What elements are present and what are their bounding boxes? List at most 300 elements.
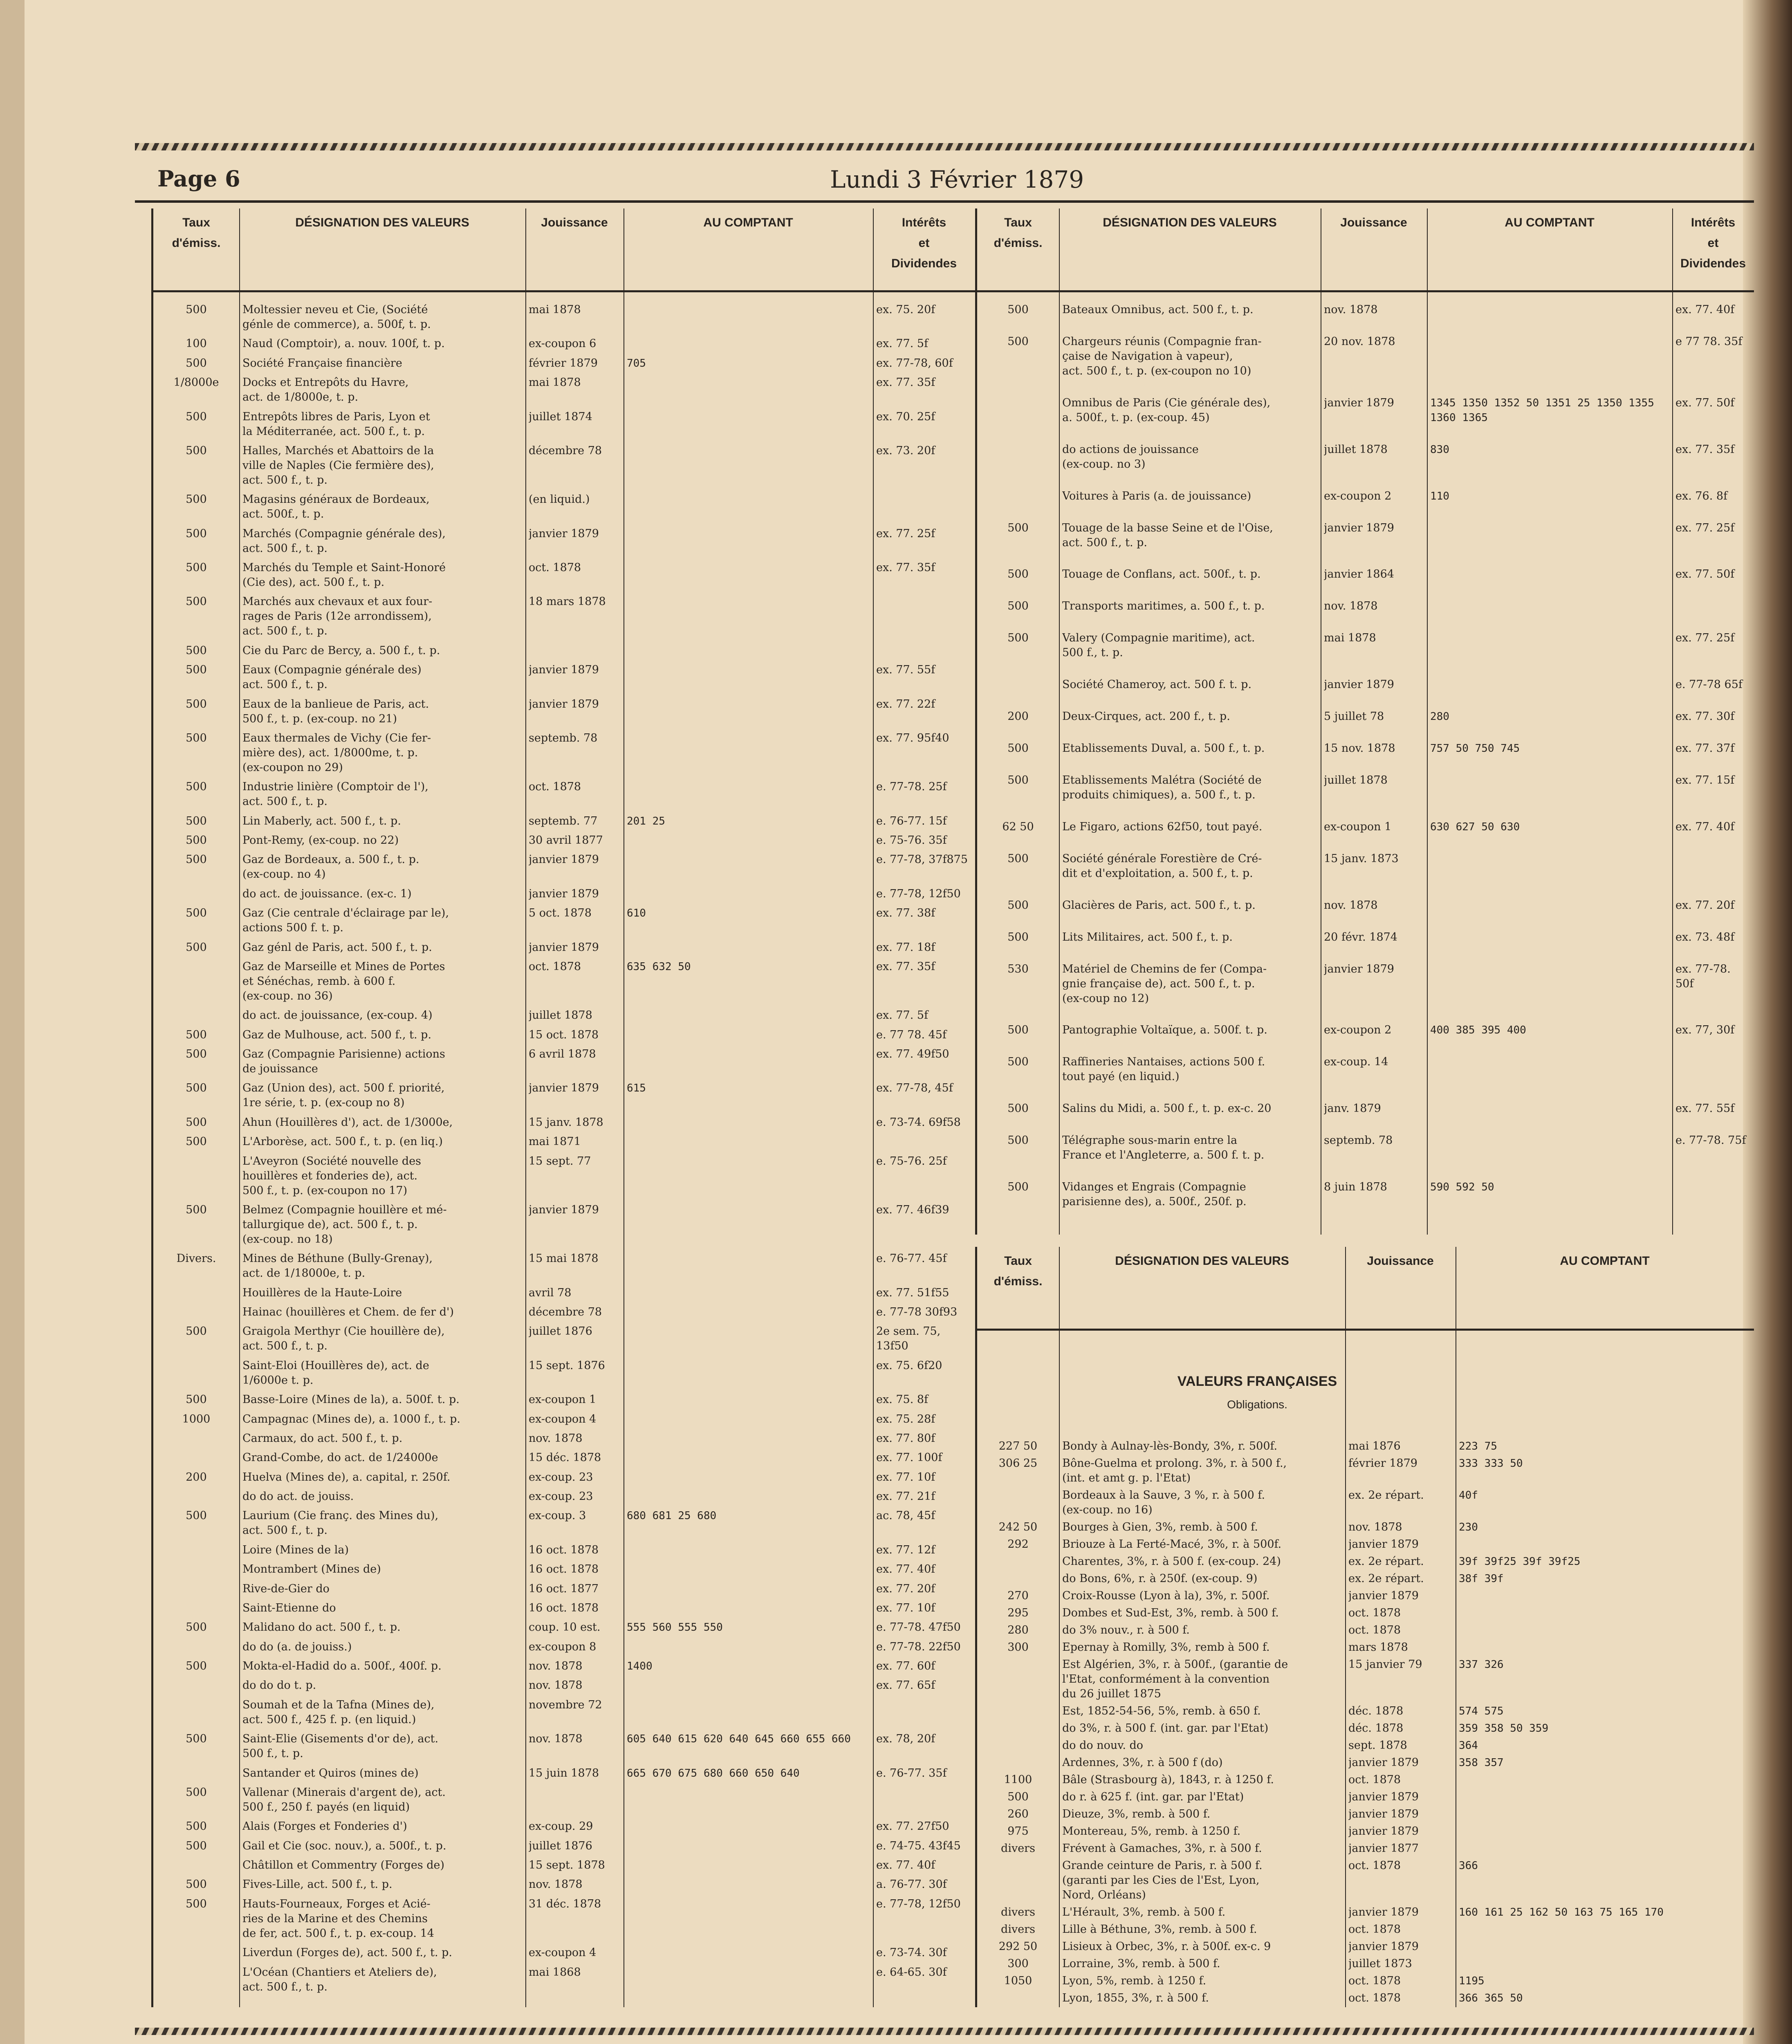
- cell-taux: 1/8000e: [173, 376, 219, 389]
- table-row: [153, 780, 975, 809]
- cell-div: ex. 77. 50f: [1675, 568, 1735, 581]
- cell-des: Vidanges et Engrais (Compagnie parisienne des), a. 500f., 250f. p.: [1062, 1181, 1247, 1208]
- cell-des: Halles, Marchés et Abattoirs de la ville de Naples (Cie fermière des), act. 500 f., t. p.: [242, 444, 434, 486]
- cell-pr: 40f: [1459, 1489, 1478, 1502]
- cell-taux: 500: [1007, 632, 1029, 645]
- cell-taux: 500: [186, 561, 207, 574]
- cell-des: Est, 1852-54-56, 5%, remb. à 650 f.: [1062, 1705, 1261, 1717]
- cell-div: e. 75-76. 35f: [876, 834, 947, 847]
- cell-jou: janvier 1879: [1348, 1538, 1419, 1551]
- cell-taux: 1050: [1004, 1975, 1032, 1987]
- cell-jou: janvier 1877: [1348, 1842, 1419, 1855]
- cell-pr: 1195: [1459, 1975, 1485, 1987]
- cell-div: ex. 77. 5f: [876, 1009, 929, 1022]
- cell-jou: 31 déc. 1878: [529, 1897, 601, 1910]
- table-row: [153, 1134, 975, 1149]
- table-row: [153, 1877, 975, 1892]
- cell-pr: 680 681 25 680: [627, 1510, 717, 1522]
- table-row: [153, 1358, 975, 1388]
- cell-jou: janvier 1879: [529, 663, 599, 677]
- cell-pr: 358 357: [1459, 1757, 1504, 1769]
- table-row: [153, 1562, 975, 1577]
- cell-taux: 500: [186, 663, 207, 677]
- cell-des: Grande ceinture de Paris, r. à 500 f. (garanti par les Cies de l'Est, Lyon, Nord, Orléans): [1062, 1859, 1263, 1901]
- table-row: [153, 1431, 975, 1446]
- cell-des: Mines de Béthune (Bully-Grenay), act. de 1/18000e, t. p.: [242, 1252, 433, 1280]
- cell-div: ex. 77. 20f: [1675, 899, 1735, 912]
- cell-des: Deux-Cirques, act. 200 f., t. p.: [1062, 710, 1230, 723]
- cell-pr: 38f 39f: [1459, 1573, 1504, 1585]
- cell-div: ex. 73. 20f: [876, 444, 935, 457]
- table-row: [977, 1807, 1754, 1822]
- cell-jou: 16 oct. 1877: [529, 1582, 599, 1595]
- cell-div: ex. 77. 50f: [1675, 396, 1735, 409]
- table-row: [153, 643, 975, 658]
- table-row: [153, 1008, 975, 1023]
- cell-des: Lyon, 5%, remb. à 1250 f.: [1062, 1975, 1207, 1987]
- table-row: [153, 1582, 975, 1596]
- cell-taux: 200: [1007, 710, 1029, 723]
- cell-jou: janvier 1879: [529, 697, 599, 710]
- table-row: [977, 1554, 1754, 1569]
- cell-des: Société Chameroy, act. 500 f. t. p.: [1062, 678, 1252, 691]
- cell-jou: 16 oct. 1878: [529, 1543, 599, 1556]
- table-row: [153, 1601, 975, 1616]
- cell-div: ex. 77. 30f: [1675, 710, 1735, 723]
- cell-div: e. 77-78, 12f50: [876, 887, 961, 900]
- cell-div: ex. 77. 40f: [1675, 303, 1735, 316]
- cell-jou: janvier 1864: [1324, 568, 1394, 581]
- section-title: VALEURS FRANÇAISES: [1177, 1374, 1337, 1389]
- cell-des: do act. de jouissance, (ex-coup. 4): [242, 1009, 433, 1022]
- table-row: [153, 1047, 975, 1076]
- cell-taux: 975: [1007, 1825, 1029, 1838]
- cell-jou: 15 nov. 1878: [1324, 742, 1395, 755]
- cell-pr: 280: [1430, 710, 1449, 723]
- cell-div: ex. 77. 80f: [876, 1432, 935, 1445]
- table-row: [977, 1755, 1754, 1770]
- cell-div: ex. 77. 25f: [876, 527, 935, 540]
- cell-des: Lits Militaires, act. 500 f., t. p.: [1062, 930, 1233, 944]
- cell-des: Gaz de Marseille et Mines de Portes et Sénéchas, remb. à 600 f. (ex-coup. no 36): [242, 960, 445, 1002]
- cell-div: e. 75-76. 25f: [876, 1154, 947, 1168]
- cell-taux: 500: [1007, 930, 1029, 944]
- cell-pr: 230: [1459, 1521, 1478, 1533]
- cell-des: Montereau, 5%, remb. à 1250 f.: [1062, 1825, 1241, 1838]
- cell-jou: décembre 78: [529, 444, 602, 457]
- cell-des: Hauts-Fourneaux, Forges et Acié- ries de la Marine et des Chemins de fer, act. 500 f., t. p. ex-coup. 14: [242, 1897, 434, 1940]
- table-row: [977, 1939, 1754, 1954]
- cell-jou: 15 sept. 1876: [529, 1359, 605, 1372]
- cell-pr: 615: [627, 1082, 646, 1095]
- table-row: [153, 887, 975, 901]
- cell-pr: 705: [627, 357, 646, 370]
- cell-jou: oct. 1878: [1348, 1992, 1401, 2004]
- cell-taux: 500: [1007, 1134, 1029, 1147]
- cell-taux: 292 50: [998, 1940, 1038, 1953]
- cell-jou: décembre 78: [529, 1306, 602, 1319]
- cell-jou: oct. 1878: [1348, 1923, 1401, 1936]
- cell-taux: 500: [186, 493, 207, 506]
- cell-jou: 20 nov. 1878: [1324, 335, 1395, 348]
- table-row: [977, 1657, 1754, 1701]
- cell-div: ex. 77. 25f: [1675, 632, 1735, 645]
- cell-taux: 62 50: [1002, 820, 1034, 833]
- table-row: [153, 1732, 975, 1761]
- cell-taux: divers: [1001, 1923, 1035, 1936]
- cell-taux: 500: [186, 1786, 207, 1799]
- table-row: [977, 1991, 1754, 2006]
- cell-jou: déc. 1878: [1348, 1722, 1404, 1735]
- cell-des: do do do t. p.: [242, 1679, 316, 1692]
- cell-jou: nov. 1878: [1324, 600, 1378, 613]
- cell-jou: ex. 2e répart.: [1348, 1555, 1424, 1568]
- cell-jou: janvier 1879: [1348, 1808, 1419, 1820]
- column-header: DÉSIGNATION DES VALEURS: [1115, 1254, 1289, 1268]
- column-header: DÉSIGNATION DES VALEURS: [295, 216, 469, 229]
- table-row: [977, 1589, 1754, 1603]
- cell-taux: 500: [1007, 1791, 1029, 1803]
- cell-taux: Divers.: [176, 1252, 216, 1265]
- cell-des: Chargeurs réunis (Compagnie fran- çaise de Navigation à vapeur), act. 500 f., t. p. (ex-coupon no 10): [1062, 335, 1262, 377]
- cell-div: ex. 77. 35f: [876, 376, 935, 389]
- cell-jou: janvier 1879: [1348, 1825, 1419, 1838]
- cell-jou: 16 oct. 1878: [529, 1601, 599, 1614]
- table-row: [153, 1470, 975, 1485]
- cell-jou: ex. 2e répart.: [1348, 1489, 1424, 1502]
- cell-jou: (en liquid.): [529, 493, 590, 506]
- cell-des: Campagnac (Mines de), a. 1000 f., t. p.: [242, 1412, 461, 1425]
- cell-taux: 500: [1007, 1024, 1029, 1037]
- cell-taux: 295: [1007, 1607, 1029, 1619]
- cell-taux: 500: [186, 303, 207, 316]
- table-row: [153, 1640, 975, 1654]
- table-row: [153, 527, 975, 556]
- cell-taux: 1000: [182, 1412, 211, 1425]
- cell-div: a. 76-77. 30f: [876, 1878, 947, 1891]
- table-row: [977, 1824, 1754, 1839]
- table-row: [153, 731, 975, 775]
- cell-div: e. 77-78, 37f875: [876, 853, 968, 866]
- cell-div: ac. 78, 45f: [876, 1509, 935, 1522]
- cell-des: Gaz de Mulhouse, act. 500 f., t. p.: [242, 1028, 432, 1041]
- cell-jou: ex-coup. 14: [1324, 1056, 1388, 1069]
- table-row: [153, 833, 975, 848]
- cell-des: Gaz de Bordeaux, a. 500 f., t. p. (ex-coup. no 4): [242, 853, 419, 881]
- cell-jou: 15 janvier 79: [1348, 1658, 1422, 1671]
- table-row: [977, 631, 1754, 660]
- cell-des: Carmaux, do act. 500 f., t. p.: [242, 1432, 403, 1445]
- cell-pr: 635 632 50: [627, 960, 691, 973]
- table-row: [153, 1489, 975, 1504]
- cell-des: Huelva (Mines de), a. capital, r. 250f.: [242, 1470, 451, 1484]
- cell-jou: janvier 1879: [529, 1082, 599, 1095]
- cell-des: Voitures à Paris (a. de jouissance): [1062, 489, 1251, 502]
- cell-taux: 500: [186, 1878, 207, 1891]
- cell-jou: janvier 1879: [1348, 1906, 1419, 1918]
- cell-taux: 500: [1007, 1056, 1029, 1069]
- table-row: [153, 1785, 975, 1815]
- cell-des: Lin Maberly, act. 500 f., t. p.: [242, 814, 401, 827]
- cell-jou: nov. 1878: [1324, 899, 1378, 912]
- cell-taux: 500: [186, 941, 207, 954]
- cell-des: Briouze à La Ferté-Macé, 3%, r. à 500f.: [1062, 1538, 1282, 1551]
- cell-taux: 260: [1007, 1808, 1029, 1820]
- cell-taux: 500: [186, 780, 207, 793]
- cell-div: ex. 77, 30f: [1675, 1024, 1735, 1037]
- cell-pr: 1345 1350 1352 50 1351 25 1350 1355 1360 1365: [1430, 397, 1654, 424]
- cell-des: do r. à 625 f. (int. gar. par l'Etat): [1062, 1791, 1244, 1803]
- cell-pr: 337 326: [1459, 1659, 1504, 1671]
- column-header: Jouissance: [1340, 216, 1407, 229]
- cell-taux: 227 50: [998, 1440, 1038, 1452]
- cell-taux: 306 25: [998, 1457, 1038, 1470]
- cell-div: e. 77-78. 25f: [876, 780, 947, 793]
- cell-jou: janvier 1879: [1348, 1940, 1419, 1953]
- cell-des: Etablissements Malétra (Société de produits chimiques), a. 500 f., t. p.: [1062, 773, 1262, 801]
- cell-taux: 500: [186, 731, 207, 744]
- table-row: [153, 1858, 975, 1873]
- table-row: [153, 1286, 975, 1300]
- cell-div: ex. 77. 25f: [1675, 521, 1735, 534]
- table-row: [977, 1841, 1754, 1856]
- cell-pr: 364: [1459, 1739, 1478, 1752]
- cell-div: ex. 77-78, 45f: [876, 1082, 953, 1095]
- cell-jou: 18 mars 1878: [529, 595, 606, 608]
- cell-des: Lisieux à Orbec, 3%, r. à 500f. ex-c. 9: [1062, 1940, 1271, 1953]
- table-row: [153, 1081, 975, 1110]
- table-row: [153, 594, 975, 639]
- cell-taux: 500: [186, 1082, 207, 1095]
- table-row: [153, 1620, 975, 1635]
- cell-taux: 500: [186, 595, 207, 608]
- table-row: [153, 1897, 975, 1941]
- cell-jou: janvier 1879: [529, 941, 599, 954]
- right-top-table: [975, 208, 1754, 1235]
- cell-des: L'Hérault, 3%, remb. à 500 f.: [1062, 1906, 1226, 1918]
- table-row: [977, 1974, 1754, 1988]
- cell-des: Châtillon et Commentry (Forges de): [242, 1859, 445, 1872]
- cell-jou: nov. 1878: [529, 1878, 583, 1891]
- table-row: [977, 1488, 1754, 1517]
- cell-jou: 15 juin 1878: [529, 1766, 599, 1780]
- cell-des: Dombes et Sud-Est, 3%, remb. à 500 f.: [1062, 1607, 1279, 1619]
- cell-taux: 500: [186, 907, 207, 920]
- cell-div: e. 76-77. 15f: [876, 814, 947, 827]
- cell-div: 2e sem. 75, 13f50: [876, 1325, 941, 1353]
- top-ornament-border: [135, 143, 1754, 150]
- bottom-ornament-border: [135, 2028, 1754, 2035]
- cell-des: do do (a. de jouiss.): [242, 1640, 352, 1653]
- cell-div: e 77 78. 35f: [1675, 335, 1743, 348]
- table-row: [153, 1839, 975, 1853]
- cell-taux: 500: [186, 444, 207, 457]
- cell-taux: 500: [1007, 852, 1029, 865]
- cell-jou: ex. 2e répart.: [1348, 1572, 1424, 1585]
- cell-jou: nov. 1878: [1348, 1521, 1402, 1533]
- cell-div: ex. 77. 27f50: [876, 1820, 949, 1833]
- cell-jou: mai 1871: [529, 1135, 581, 1148]
- cell-taux: divers: [1001, 1842, 1035, 1855]
- cell-jou: janvier 1879: [1324, 396, 1394, 409]
- cell-pr: 610: [627, 907, 646, 920]
- cell-jou: janvier 1879: [1348, 1756, 1419, 1769]
- table-row: [153, 1203, 975, 1247]
- cell-taux: 500: [1007, 899, 1029, 912]
- cell-des: Gaz (Cie centrale d'éclairage par le), actions 500 f. t. p.: [242, 907, 449, 935]
- table-row: [153, 1945, 975, 1960]
- cell-taux: 292: [1007, 1538, 1029, 1551]
- cell-des: Ardennes, 3%, r. à 500 f (do): [1062, 1756, 1223, 1769]
- cell-jou: coup. 10 est.: [529, 1621, 601, 1634]
- cell-div: ex. 77. 35f: [876, 960, 935, 973]
- cell-jou: janvier 1879: [529, 853, 599, 866]
- table-row: [153, 1678, 975, 1693]
- cell-jou: nov. 1878: [529, 1660, 583, 1673]
- cell-des: Entrepôts libres de Paris, Lyon et la Méditerranée, act. 500 f., t. p.: [242, 410, 430, 438]
- table-row: [153, 375, 975, 405]
- cell-jou: juillet 1878: [529, 1009, 592, 1022]
- cell-pr: 366: [1459, 1860, 1478, 1872]
- cell-jou: juillet 1878: [1324, 443, 1388, 456]
- cell-des: Raffineries Nantaises, actions 500 f. tout payé (en liquid.): [1062, 1056, 1265, 1083]
- cell-des: do act. de jouissance. (ex-c. 1): [242, 887, 412, 900]
- cell-des: Naud (Comptoir), a. nouv. 100f, t. p.: [242, 337, 445, 350]
- cell-jou: ex-coup. 23: [529, 1490, 593, 1503]
- cell-jou: oct. 1878: [1348, 1975, 1401, 1987]
- cell-des: Salins du Midi, a. 500 f., t. p. ex-c. 20: [1062, 1102, 1272, 1115]
- cell-pr: 223 75: [1459, 1440, 1497, 1452]
- cell-des: Basse-Loire (Mines de la), a. 500f. t. p.: [242, 1393, 460, 1406]
- cell-jou: ex-coupon 4: [529, 1946, 597, 1959]
- cell-jou: ex-coupon 2: [1324, 1024, 1392, 1037]
- table-row: [977, 489, 1754, 504]
- table-row: [153, 1698, 975, 1727]
- cell-taux: 500: [186, 1660, 207, 1673]
- cell-des: Marchés (Compagnie générale des), act. 500 f., t. p.: [242, 527, 446, 555]
- cell-taux: 280: [1007, 1624, 1029, 1636]
- cell-taux: 500: [186, 356, 207, 370]
- cell-div: ex. 77. 55f: [1675, 1102, 1735, 1115]
- cell-taux: 500: [186, 1621, 207, 1634]
- cell-des: Liverdun (Forges de), act. 500 f., t. p.: [242, 1946, 452, 1959]
- cell-taux: 500: [186, 814, 207, 827]
- cell-des: do do nouv. do: [1062, 1739, 1144, 1752]
- cell-taux: 500: [186, 1116, 207, 1129]
- cell-jou: janvier 1879: [529, 1203, 599, 1216]
- cell-div: e. 76-77. 35f: [876, 1766, 947, 1780]
- cell-des: Charentes, 3%, r. à 500 f. (ex-coup. 24): [1062, 1555, 1281, 1568]
- table-row: [977, 852, 1754, 881]
- cell-jou: nov. 1878: [529, 1732, 583, 1746]
- table-row: [153, 663, 975, 692]
- section-subtitle: Obligations.: [1227, 1398, 1287, 1411]
- cell-des: Marchés aux chevaux et aux four- rages de Paris (12e arrondissem), act. 500 f., t. p.: [242, 595, 433, 638]
- header-rule: [135, 200, 1754, 203]
- header-underline: [153, 290, 975, 292]
- cell-jou: mai 1876: [1348, 1440, 1401, 1452]
- cell-div: ex. 77. 65f: [876, 1679, 935, 1692]
- cell-div: ex. 75. 20f: [876, 303, 935, 316]
- cell-div: ex. 77. 12f: [876, 1543, 935, 1556]
- cell-des: Gail et Cie (soc. nouv.), a. 500f., t. p.: [242, 1839, 446, 1852]
- cell-jou: 15 janv. 1878: [529, 1116, 603, 1129]
- cell-div: ex. 77. 10f: [876, 1470, 935, 1484]
- cell-des: Pantographie Voltaïque, a. 500f. t. p.: [1062, 1024, 1267, 1037]
- cell-des: do 3%, r. à 500 f. (int. gar. par l'Etat): [1062, 1722, 1269, 1735]
- cell-jou: oct. 1878: [1348, 1859, 1401, 1872]
- cell-taux: 500: [186, 1325, 207, 1338]
- cell-des: Omnibus de Paris (Cie générale des), a. 500f., t. p. (ex-coup. 45): [1062, 396, 1271, 424]
- cell-des: Est Algérien, 3%, r. à 500f., (garantie de l'Etat, conformément à la convention du 26 juillet 1875: [1062, 1658, 1288, 1700]
- cell-jou: ex-coup. 3: [529, 1509, 586, 1522]
- cell-des: Société Française financière: [242, 356, 402, 370]
- cell-des: Saint-Eloi (Houillères de), act. de 1/6000e t. p.: [242, 1359, 429, 1387]
- cell-taux: 500: [186, 1203, 207, 1216]
- table-row: [153, 1115, 975, 1130]
- cell-div: ex. 77. 55f: [876, 663, 935, 677]
- table-row: [153, 492, 975, 522]
- cell-div: e. 77-78. 75f: [1675, 1134, 1746, 1147]
- cell-jou: 5 oct. 1878: [529, 907, 592, 920]
- cell-jou: avril 78: [529, 1286, 572, 1299]
- cell-pr: 333 333 50: [1459, 1457, 1523, 1470]
- cell-jou: janvier 1879: [1348, 1589, 1419, 1602]
- cell-pr: 39f 39f25 39f 39f25: [1459, 1555, 1581, 1568]
- cell-div: ex. 77. 35f: [876, 561, 935, 574]
- table-row: [153, 444, 975, 488]
- cell-des: Bâle (Strasbourg à), 1843, r. à 1250 f.: [1062, 1773, 1274, 1786]
- cell-div: e. 77-78. 47f50: [876, 1621, 961, 1634]
- cell-jou: septemb. 77: [529, 814, 598, 827]
- table-row: [153, 1412, 975, 1427]
- cell-taux: 1100: [1004, 1773, 1032, 1786]
- cell-jou: 15 sept. 1878: [529, 1859, 605, 1872]
- cell-div: e. 76-77. 45f: [876, 1252, 947, 1265]
- cell-pr: 757 50 750 745: [1430, 742, 1520, 755]
- cell-jou: mai 1878: [529, 303, 581, 316]
- table-row: [977, 1606, 1754, 1620]
- cell-taux: 500: [1007, 742, 1029, 755]
- table-row: [153, 940, 975, 955]
- cell-div: ex. 77. 22f: [876, 697, 935, 710]
- table-row: [977, 1520, 1754, 1535]
- cell-div: ex. 77. 46f39: [876, 1203, 949, 1216]
- table-row: [977, 1101, 1754, 1116]
- table-row: [977, 930, 1754, 945]
- cell-jou: ex-coupon 4: [529, 1412, 597, 1425]
- cell-des: Belmez (Compagnie houillère et mé- tallurgique de), act. 500 f., t. p. (ex-coup. no 18): [242, 1203, 447, 1246]
- cell-des: Fives-Lille, act. 500 f., t. p.: [242, 1878, 392, 1891]
- cell-des: Houillères de la Haute-Loire: [242, 1286, 402, 1299]
- cell-taux: 500: [186, 1048, 207, 1061]
- cell-div: ex. 76. 8f: [1675, 489, 1728, 502]
- table-row: [153, 356, 975, 371]
- cell-jou: mai 1878: [529, 376, 581, 389]
- column-header: AU COMPTANT: [703, 216, 793, 229]
- cell-jou: nov. 1878: [1324, 303, 1378, 316]
- column-header: DÉSIGNATION DES VALEURS: [1103, 216, 1277, 229]
- table-row: [977, 599, 1754, 614]
- cell-des: Frévent à Gamaches, 3%, r. à 500 f.: [1062, 1842, 1262, 1855]
- cell-des: Grand-Combe, do act. de 1/24000e: [242, 1451, 438, 1464]
- cell-jou: oct. 1878: [1348, 1624, 1401, 1636]
- cell-pr: 605 640 615 620 640 645 660 655 660: [627, 1733, 851, 1746]
- cell-des: Matériel de Chemins de fer (Compa- gnie française de), act. 500 f., t. p. (ex-coup no 12): [1062, 962, 1267, 1005]
- table-row: [153, 1819, 975, 1834]
- page-header: [135, 166, 1754, 198]
- table-row: [153, 1154, 975, 1198]
